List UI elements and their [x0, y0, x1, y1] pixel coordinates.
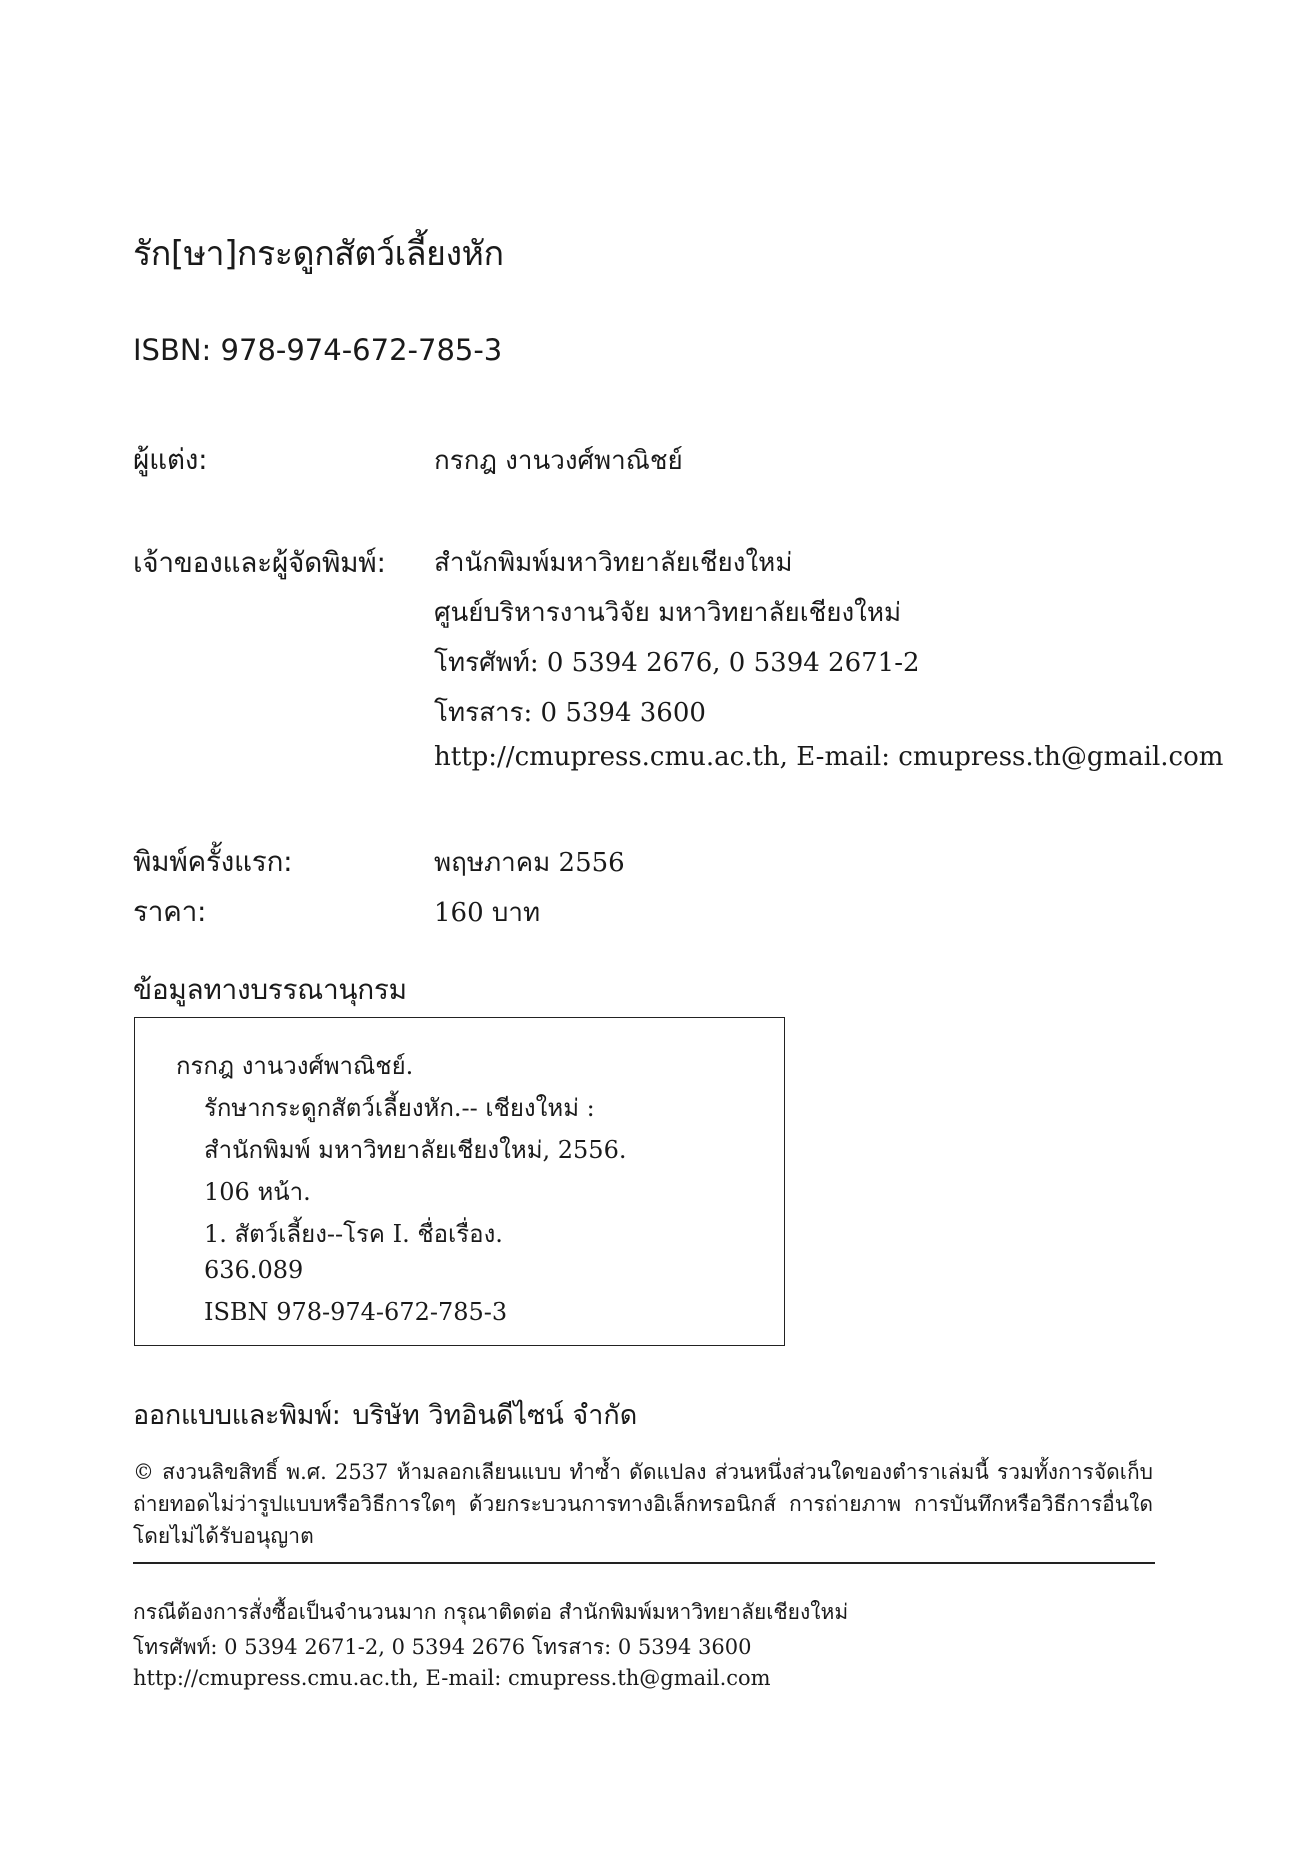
design-print-label: ออกแบบและพิมพ์:: [133, 1400, 341, 1431]
book-title: รัก[ษา]กระดูกสัตว์เลี้ยงหัก: [133, 234, 504, 274]
footer-order-line: กรณีต้องการสั่งซื้อเป็นจำนวนมาก กรุณาติดต่อ สำนักพิมพ์มหาวิทยาลัยเชียงใหม่: [133, 1600, 849, 1624]
cataloging-line: 1. สัตว์เลี้ยง--โรค I. ชื่อเรื่อง.: [204, 1220, 503, 1248]
first-print-value: พฤษภาคม 2556: [434, 848, 625, 878]
divider: [133, 1562, 1155, 1564]
publisher-fax: โทรสาร: 0 5394 3600: [434, 698, 706, 728]
publisher-phone: โทรศัพท์: 0 5394 2676, 0 5394 2671-2: [434, 648, 920, 678]
cataloging-line: กรกฎ งานวงศ์พาณิชย์.: [176, 1052, 414, 1080]
publisher-line: ศูนย์บริหารงานวิจัย มหาวิทยาลัยเชียงใหม่: [434, 598, 902, 628]
cataloging-line: 636.089: [204, 1256, 304, 1284]
footer-web-line: http://cmupress.cmu.ac.th, E-mail: cmupress.th@gmail.com: [133, 1666, 771, 1690]
cataloging-line: รักษากระดูกสัตว์เลี้ยงหัก.-- เชียงใหม่ :: [204, 1094, 595, 1122]
cataloging-heading: ข้อมูลทางบรรณานุกรม: [133, 973, 407, 1006]
publisher-label: เจ้าของและผู้จัดพิมพ์:: [133, 546, 386, 579]
design-print-line: [133, 1393, 637, 1436]
publisher-line: สำนักพิมพ์มหาวิทยาลัยเชียงใหม่: [434, 548, 793, 578]
cataloging-line: ISBN 978-974-672-785-3: [204, 1298, 508, 1326]
copyright-notice: © สงวนลิขสิทธิ์ พ.ศ. 2537 ห้ามลอกเลียนแบบ ทำซ้ำ ดัดแปลง ส่วนหนึ่งส่วนใดของตำราเล่มนี้ รวมทั้งการจัดเก็บ ถ่ายทอดไม่ว่ารูปแบบหรือวิธีการใดๆ ด้วยกระบวนการทางอิเล็กทรอนิกส์ การถ่ายภาพ การบันทึกหรือวิธีการอื่นใดโดยไม่ได้รับอนุญาต: [133, 1460, 1153, 1548]
first-print-label: พิมพ์ครั้งแรก:: [133, 845, 293, 878]
footer-contact-line: โทรศัพท์: 0 5394 2671-2, 0 5394 2676 โทรสาร: 0 5394 3600: [133, 1635, 752, 1659]
price-value: 160 บาท: [434, 898, 541, 928]
author-label: ผู้แต่ง:: [133, 443, 208, 476]
isbn-line: ISBN: 978-974-672-785-3: [133, 333, 503, 367]
cataloging-line: สำนักพิมพ์ มหาวิทยาลัยเชียงใหม่, 2556.: [204, 1136, 627, 1164]
cataloging-line: 106 หน้า.: [204, 1178, 311, 1206]
price-label: ราคา:: [133, 895, 207, 928]
publisher-web-email: http://cmupress.cmu.ac.th, E-mail: cmupress.th@gmail.com: [434, 742, 1224, 772]
design-print-value: บริษัท วิทอินดีไซน์ จำกัด: [352, 1400, 638, 1431]
author-value: กรกฎ งานวงศ์พาณิชย์: [434, 446, 683, 476]
